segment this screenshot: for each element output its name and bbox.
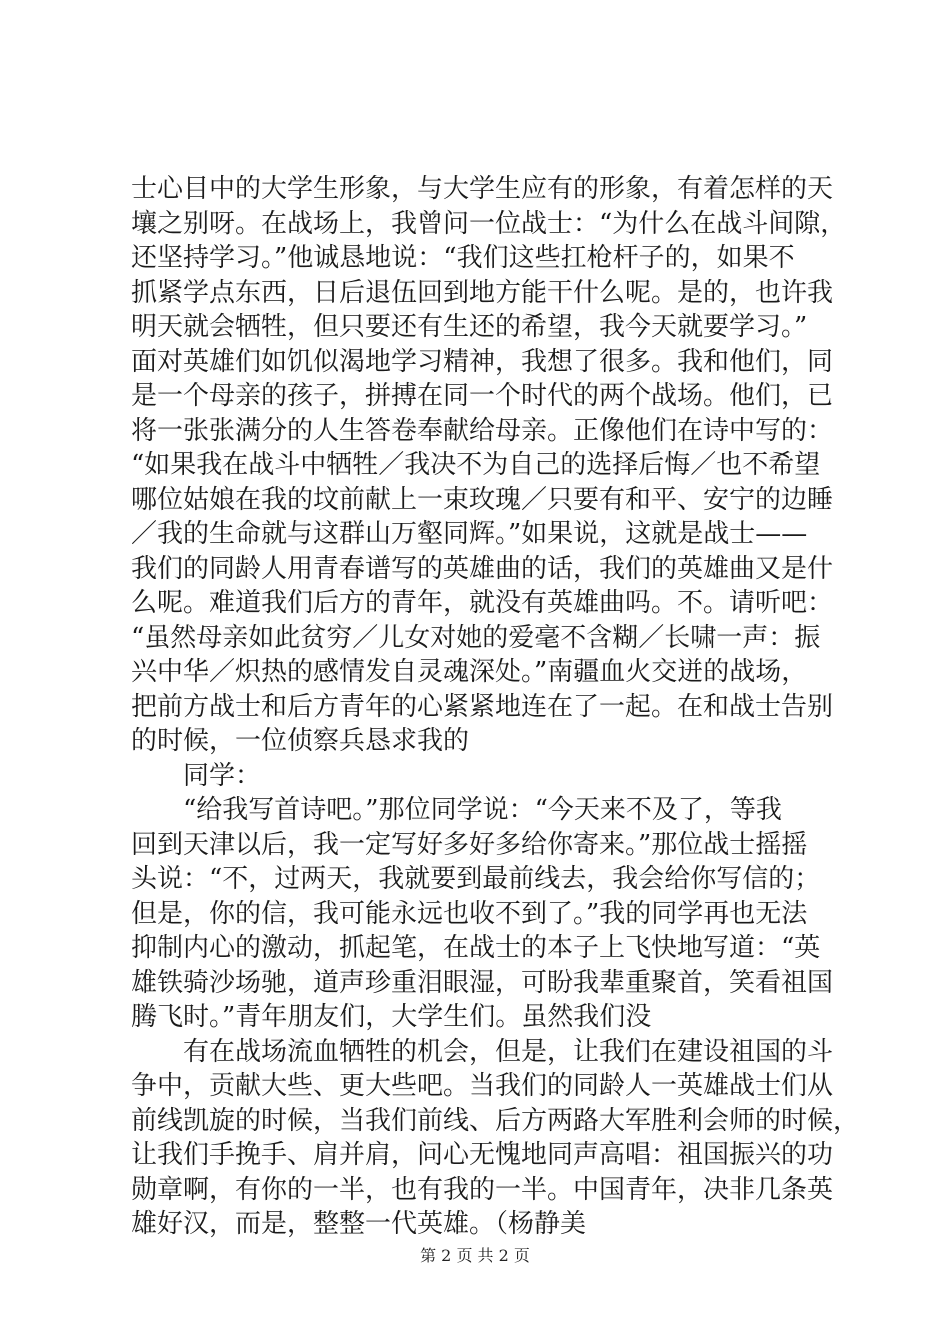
text-line: 有在战场流血牺牲的机会，但是，让我们在建设祖国的斗 bbox=[183, 1036, 834, 1067]
text-line: 哪位姑娘在我的坟前献上一束玫瑰／只要有和平、安宁的边睡 bbox=[131, 484, 834, 515]
text-line: 腾飞时。”青年朋友们，大学生们。虽然我们没 bbox=[131, 1002, 652, 1032]
text-line: 头说：“不，过两天，我就要到最前线去，我会给你写信的； bbox=[131, 864, 821, 894]
text-line: “虽然母亲如此贫穷／儿女对她的爱毫不含糊／长啸一声：振 bbox=[131, 622, 821, 653]
text-line: 把前方战士和后方青年的心紧紧地连在了一起。在和战士告别 bbox=[131, 691, 834, 722]
text-line: 前线凯旋的时候，当我们前线、后方两路大军胜利会师的时候， bbox=[131, 1105, 860, 1136]
page-footer: 第 2 页 共 2 页 bbox=[420, 1246, 530, 1265]
text-line: 壤之别呀。在战场上，我曾问一位战士：“为什么在战斗间隙， bbox=[131, 208, 847, 239]
text-line: “如果我在战斗中牺牲／我决不为自己的选择后悔／也不希望 bbox=[131, 450, 821, 480]
text-line: 抓紧学点东西，日后退伍回到地方能干什么呢。是的，也许我 bbox=[131, 277, 834, 308]
text-line: 雄铁骑沙场驰，道声珍重泪眼湿，可盼我辈重聚首，笑看祖国 bbox=[131, 967, 834, 998]
text-line: 抑制内心的激动，抓起笔，在战士的本子上飞快地写道：“英 bbox=[131, 933, 821, 963]
text-line: 兴中华／炽热的感情发自灵魂深处。”南疆血火交迸的战场， bbox=[131, 657, 808, 687]
text-line: 回到天津以后，我一定写好多好多给你寄来。”那位战士摇摇 bbox=[131, 829, 808, 860]
text-line: 但是，你的信，我可能永远也收不到了。”我的同学再也无法 bbox=[131, 898, 808, 929]
text-line: 的时候，一位侦察兵恳求我的 bbox=[131, 726, 470, 756]
text-line: 雄好汉，而是，整整一代英雄。（杨静美 bbox=[131, 1209, 587, 1239]
text-line: 面对英雄们如饥似渴地学习精神，我想了很多。我和他们，同 bbox=[131, 346, 834, 377]
text-line: 争中，贡献大些、更大些吧。当我们的同龄人一英雄战士们从 bbox=[131, 1071, 834, 1101]
text-line: 将一张张满分的人生答卷奉献给母亲。正像他们在诗中写的： bbox=[131, 415, 834, 446]
text-line: 我们的同龄人用青春谱写的英雄曲的话，我们的英雄曲又是什 bbox=[131, 553, 834, 584]
text-line: 是一个母亲的孩子，拼搏在同一个时代的两个战场。他们，已 bbox=[131, 381, 834, 411]
text-line: 明天就会牺牲，但只要还有生还的希望，我今天就要学习。” bbox=[131, 312, 808, 342]
text-line: “给我写首诗吧。”那位同学说：“今天来不及了，等我 bbox=[183, 795, 782, 825]
text-line: 让我们手挽手、肩并肩，问心无愧地同声高唱：祖国振兴的功 bbox=[131, 1140, 834, 1170]
text-line: ／我的生命就与这群山万壑同辉。”如果说，这就是战士—— bbox=[131, 519, 808, 549]
text-line: 么呢。难道我们后方的青年，就没有英雄曲吗。不。请听吧： bbox=[131, 588, 834, 618]
text-line: 士心目中的大学生形象，与大学生应有的形象，有着怎样的天 bbox=[131, 174, 834, 204]
text-line: 还坚持学习。”他诚恳地说：“我们这些扛枪杆子的，如果不 bbox=[131, 243, 795, 273]
body-text bbox=[131, 172, 860, 1242]
text-line: 勋章啊，有你的一半，也有我的一半。中国青年，决非几条英 bbox=[131, 1174, 834, 1205]
text-line: 同学： bbox=[183, 760, 262, 791]
